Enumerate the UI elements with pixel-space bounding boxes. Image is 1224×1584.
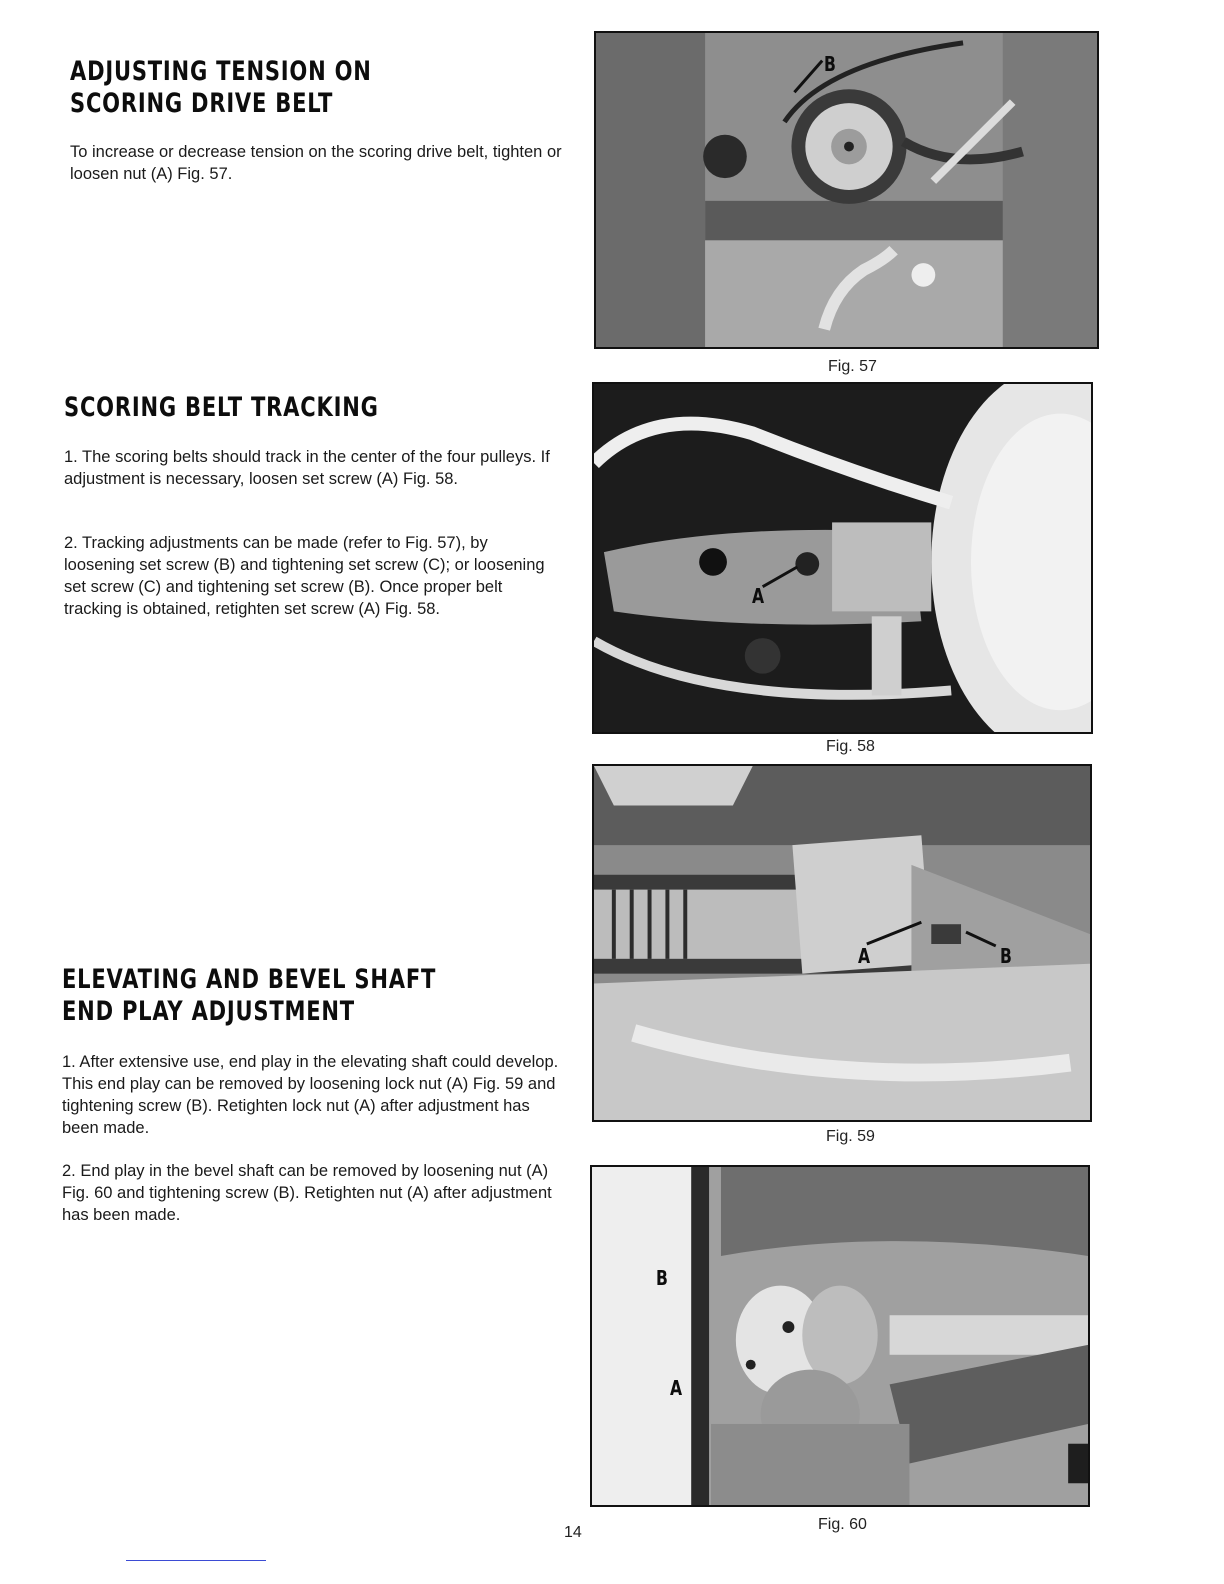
heading-line: SCORING DRIVE BELT <box>70 88 334 119</box>
figure-60-caption: Fig. 60 <box>818 1516 867 1533</box>
heading-end-play-adjustment <box>62 964 436 1028</box>
paragraph: 2. Tracking adjustments can be made (refer to Fig. 57), by loosening set screw (B) and tightening set screw (C); or loosening set screw (C) and tightening set screw (B). Once proper belt tracking is obtained, retighten set screw (A) Fig. 58. <box>64 534 545 618</box>
figure-59-photo <box>592 764 1092 1122</box>
figure-57-photo <box>594 31 1099 349</box>
callout-label: B <box>1000 944 1013 968</box>
figure-60-photo <box>590 1165 1090 1507</box>
heading-line: ADJUSTING TENSION ON <box>70 56 372 87</box>
figure-59-caption: Fig. 59 <box>826 1128 875 1145</box>
figure-57-caption: Fig. 57 <box>828 358 877 375</box>
footer-rule <box>126 1560 266 1561</box>
callout-label: A <box>858 944 871 968</box>
paragraph: 1. The scoring belts should track in the center of the four pulleys. If adjustment is necessary, loosen set screw (A) Fig. 58. <box>64 448 550 488</box>
page-number: 14 <box>564 1524 582 1541</box>
callout-label: B <box>824 52 837 76</box>
callout-label: A <box>752 584 765 608</box>
figure-58-caption: Fig. 58 <box>826 738 875 755</box>
heading-adjusting-tension <box>70 56 372 120</box>
paragraph: 1. After extensive use, end play in the elevating shaft could develop. This end play can be removed by loosening lock nut (A) Fig. 59 and tightening screw (B). Retighten lock nut (A) after adjustment has been made. <box>62 1053 559 1137</box>
paragraph: 2. End play in the bevel shaft can be removed by loosening nut (A) Fig. 60 and tightening screw (B). Retighten nut (A) after adjustment has been made. <box>62 1162 552 1224</box>
callout-label: B <box>656 1266 669 1290</box>
heading-line: END PLAY ADJUSTMENT <box>62 996 355 1027</box>
heading-line: SCORING BELT TRACKING <box>64 392 379 423</box>
callout-label: A <box>670 1376 683 1400</box>
paragraph: To increase or decrease tension on the scoring drive belt, tighten or loosen nut (A) Fig. 57. <box>70 143 562 183</box>
heading-line: ELEVATING AND BEVEL SHAFT <box>62 964 437 995</box>
figure-58-photo <box>592 382 1093 734</box>
heading-scoring-belt-tracking <box>64 392 379 424</box>
